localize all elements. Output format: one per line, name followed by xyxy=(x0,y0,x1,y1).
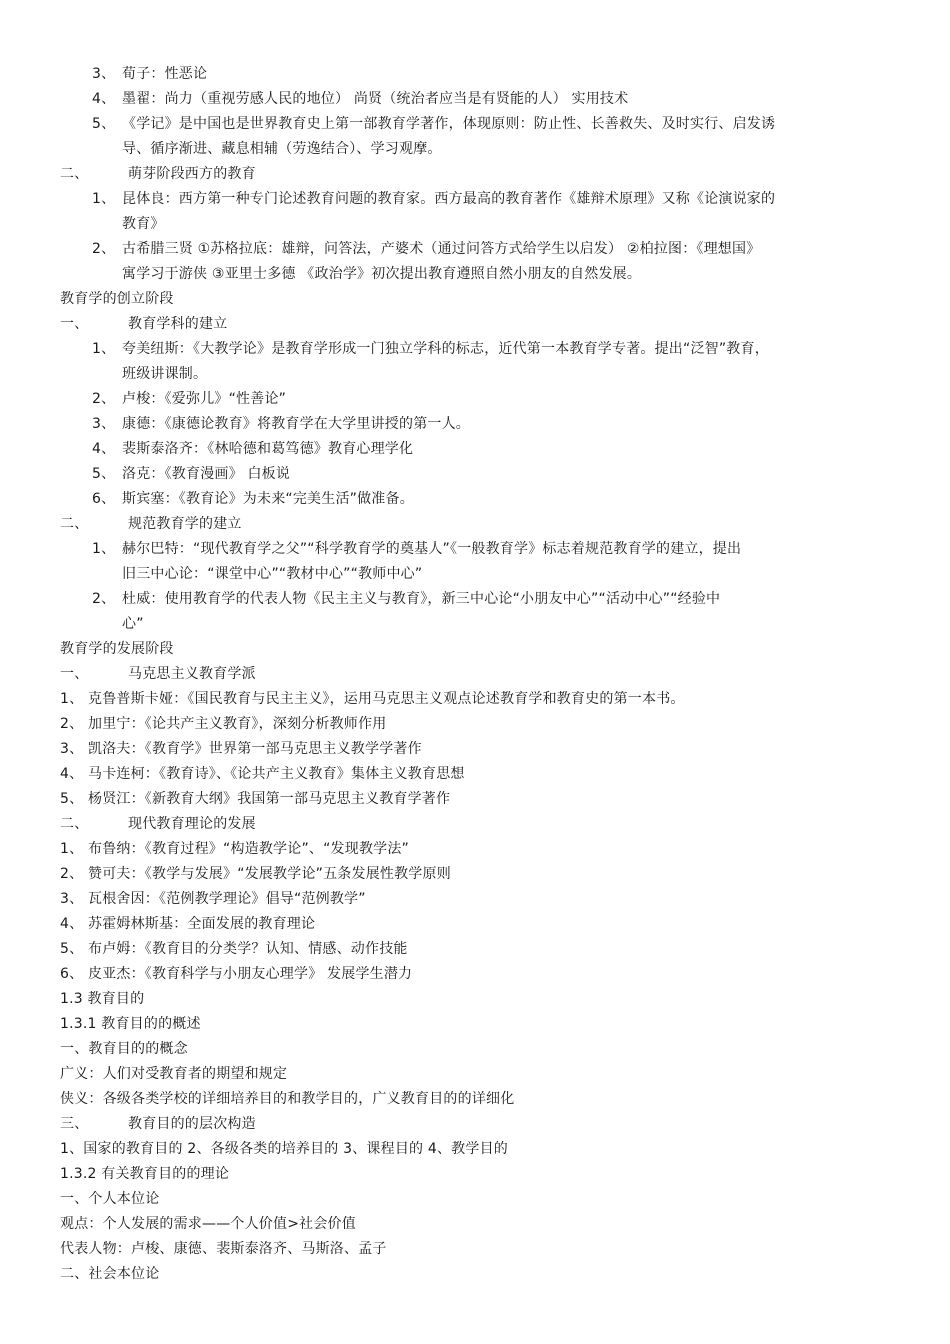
list-item xyxy=(60,714,386,734)
list-item xyxy=(60,864,451,884)
list-item-continuation xyxy=(122,264,641,284)
list-number: 4、 xyxy=(92,91,116,107)
list-item xyxy=(60,914,315,934)
line-text: 克鲁普斯卡娅：《国民教育与民主主义》，运用马克思主义观点论述教育学和教育史的第一本书。 xyxy=(88,691,685,707)
list-number: 二、 xyxy=(60,816,89,832)
line-text: 古希腊三贤 ①苏格拉底：雄辩，问答法，产婆术（通过问答方式给学生以启发） ②柏拉图：《理想国》 xyxy=(122,241,761,257)
list-item xyxy=(92,114,775,134)
list-item xyxy=(92,389,286,409)
paragraph xyxy=(60,1189,159,1209)
line-text: 一、个人本位论 xyxy=(60,1191,160,1207)
line-text: 瓦根舍因：《范例教学理论》倡导“范例教学” xyxy=(88,891,366,907)
subsection-heading xyxy=(60,1164,229,1184)
list-number: 6、 xyxy=(92,491,116,507)
line-text: 苏霍姆林斯基：全面发展的教育理论 xyxy=(88,916,316,932)
list-item xyxy=(92,589,720,609)
list-item xyxy=(60,964,412,984)
list-number: 2、 xyxy=(92,591,116,607)
list-number: 1、 xyxy=(60,841,84,857)
list-item xyxy=(60,789,450,809)
line-text: 康德：《康德论教育》将教育学在大学里讲授的第一人。 xyxy=(122,416,470,432)
list-number: 3、 xyxy=(92,66,116,82)
list-number: 2、 xyxy=(92,241,116,257)
line-text: 教育学的发展阶段 xyxy=(60,641,174,657)
line-text: 教育》 xyxy=(122,216,165,232)
list-item-continuation xyxy=(122,139,442,159)
list-item-continuation xyxy=(122,564,422,584)
stage-heading xyxy=(60,639,174,659)
list-number: 2、 xyxy=(60,866,84,882)
line-text: 赞可夫：《教学与发展》“发展教学论”五条发展性教学原则 xyxy=(88,866,451,882)
section-heading xyxy=(60,664,256,684)
line-text: 1、国家的教育目的 2、各级各类的培养目的 3、课程目的 4、教学目的 xyxy=(60,1141,508,1157)
list-item-continuation xyxy=(122,614,144,634)
list-number: 1、 xyxy=(92,341,116,357)
list-item xyxy=(92,489,414,509)
line-text: 洛克：《教育漫画》 白板说 xyxy=(122,466,291,482)
line-text: 马克思主义教育学派 xyxy=(128,666,256,682)
line-text: 教育目的的层次构造 xyxy=(128,1116,256,1132)
section-heading xyxy=(60,814,256,834)
line-text: 荀子：性恶论 xyxy=(122,66,208,82)
list-item xyxy=(92,339,769,359)
list-number: 一、 xyxy=(60,316,89,332)
subsection-heading xyxy=(60,1014,201,1034)
list-item xyxy=(60,689,685,709)
line-text: 二、社会本位论 xyxy=(60,1266,160,1282)
list-number: 一、 xyxy=(60,666,89,682)
line-text: 斯宾塞：《教育论》为未来“完美生活”做准备。 xyxy=(122,491,414,507)
paragraph xyxy=(60,1214,356,1234)
list-item xyxy=(92,464,290,484)
line-text: 规范教育学的建立 xyxy=(128,516,242,532)
line-text: 代表人物：卢梭、康德、裴斯泰洛齐、马斯洛、孟子 xyxy=(60,1241,387,1257)
list-item xyxy=(92,189,775,209)
list-item-continuation xyxy=(122,364,207,384)
list-item xyxy=(60,739,422,759)
line-text: 裴斯泰洛齐：《林哈德和葛笃德》教育心理学化 xyxy=(122,441,414,457)
line-text: 墨翟：尚力（重视劳感人民的地位） 尚贤（统治者应当是有贤能的人） 实用技术 xyxy=(122,91,629,107)
list-number: 三、 xyxy=(60,1116,89,1132)
list-item xyxy=(92,89,628,109)
stage-heading xyxy=(60,289,174,309)
line-text: 教育学科的建立 xyxy=(128,316,228,332)
line-text: 1.3.1 教育目的的概述 xyxy=(60,1016,201,1032)
line-text: 旧三中心论：“课堂中心”“教材中心”“教师中心” xyxy=(122,566,423,582)
line-text: 1.3 教育目的 xyxy=(60,991,145,1007)
line-text: 加里宁：《论共产主义教育》，深刻分析教师作用 xyxy=(88,716,387,732)
list-number: 5、 xyxy=(60,791,84,807)
list-item xyxy=(92,414,470,434)
section-heading xyxy=(60,314,227,334)
list-number: 3、 xyxy=(60,891,84,907)
list-item-continuation xyxy=(122,214,165,234)
list-item xyxy=(92,439,413,459)
paragraph xyxy=(60,1064,287,1084)
line-text: 心” xyxy=(122,616,144,632)
list-number: 4、 xyxy=(60,916,84,932)
list-number: 1、 xyxy=(92,541,116,557)
list-number: 5、 xyxy=(60,941,84,957)
line-text: 皮亚杰：《教育科学与小朋友心理学》 发展学生潜力 xyxy=(88,966,413,982)
paragraph xyxy=(60,1239,387,1259)
paragraph xyxy=(60,1039,188,1059)
chapter-heading xyxy=(60,989,144,1009)
line-text: 昆体良：西方第一种专门论述教育问题的教育家。西方最高的教育著作《雄辩术原理》又称《论演说家的 xyxy=(122,191,776,207)
section-heading xyxy=(60,164,256,184)
list-number: 3、 xyxy=(92,416,116,432)
list-number: 6、 xyxy=(60,966,84,982)
list-number: 5、 xyxy=(92,116,116,132)
line-text: 寓学习于游侠 ③亚里士多德 《政治学》初次提出教育遵照自然小朋友的自然发展。 xyxy=(122,266,642,282)
line-text: 《学记》是中国也是世界教育史上第一部教育学著作，体现原则：防止性、长善救失、及时实行、启发诱 xyxy=(122,116,776,132)
paragraph xyxy=(60,1139,508,1159)
line-text: 广义：人们对受教育者的期望和规定 xyxy=(60,1066,288,1082)
list-number: 二、 xyxy=(60,516,89,532)
list-number: 2、 xyxy=(92,391,116,407)
line-text: 布卢姆：《教育目的分类学？认知、情感、动作技能 xyxy=(88,941,408,957)
list-item xyxy=(92,64,207,84)
line-text: 卢梭：《爱弥儿》“性善论” xyxy=(122,391,287,407)
line-text: 马卡连柯：《教育诗》、《论共产主义教育》集体主义教育思想 xyxy=(88,766,465,782)
line-text: 观点：个人发展的需求——个人价值>社会价值 xyxy=(60,1216,356,1232)
line-text: 赫尔巴特：“现代教育学之父”“科学教育学的奠基人”《一般教育学》标志着规范教育学的建立，提出 xyxy=(122,541,742,557)
line-text: 布鲁纳：《教育过程》“构造教学论”、“发现教学法” xyxy=(88,841,410,857)
line-text: 萌芽阶段西方的教育 xyxy=(128,166,256,182)
list-number: 1、 xyxy=(60,691,84,707)
line-text: 1.3.2 有关教育目的的理论 xyxy=(60,1166,230,1182)
paragraph xyxy=(60,1089,514,1109)
section-heading xyxy=(60,1114,256,1134)
list-item xyxy=(60,939,408,959)
line-text: 一、教育目的的概念 xyxy=(60,1041,188,1057)
list-number: 二、 xyxy=(60,166,89,182)
line-text: 导、循序渐进、藏息相辅（劳逸结合）、学习观摩。 xyxy=(122,141,442,157)
list-item xyxy=(60,839,409,859)
section-heading xyxy=(60,514,242,534)
list-number: 5、 xyxy=(92,466,116,482)
list-number: 4、 xyxy=(92,441,116,457)
list-number: 2、 xyxy=(60,716,84,732)
line-text: 夸美纽斯：《大教学论》是教育学形成一门独立学科的标志，近代第一本教育学专著。提出“泛智”教育， xyxy=(122,341,769,357)
list-item xyxy=(60,889,366,909)
line-text: 现代教育理论的发展 xyxy=(128,816,256,832)
line-text: 凯洛夫：《教育学》世界第一部马克思主义教学学著作 xyxy=(88,741,422,757)
line-text: 杨贤江：《新教育大纲》我国第一部马克思主义教育学著作 xyxy=(88,791,451,807)
list-item xyxy=(92,539,741,559)
list-item xyxy=(92,239,760,259)
list-number: 1、 xyxy=(92,191,116,207)
paragraph xyxy=(60,1264,159,1284)
line-text: 杜威：使用教育学的代表人物《民主主义与教育》，新三中心论“小朋友中心”“活动中心”“经验中 xyxy=(122,591,721,607)
list-number: 3、 xyxy=(60,741,84,757)
line-text: 侠义：各级各类学校的详细培养目的和教学目的，广义教育目的的详细化 xyxy=(60,1091,515,1107)
list-number: 4、 xyxy=(60,766,84,782)
list-item xyxy=(60,764,465,784)
line-text: 班级讲课制。 xyxy=(122,366,208,382)
line-text: 教育学的创立阶段 xyxy=(60,291,174,307)
